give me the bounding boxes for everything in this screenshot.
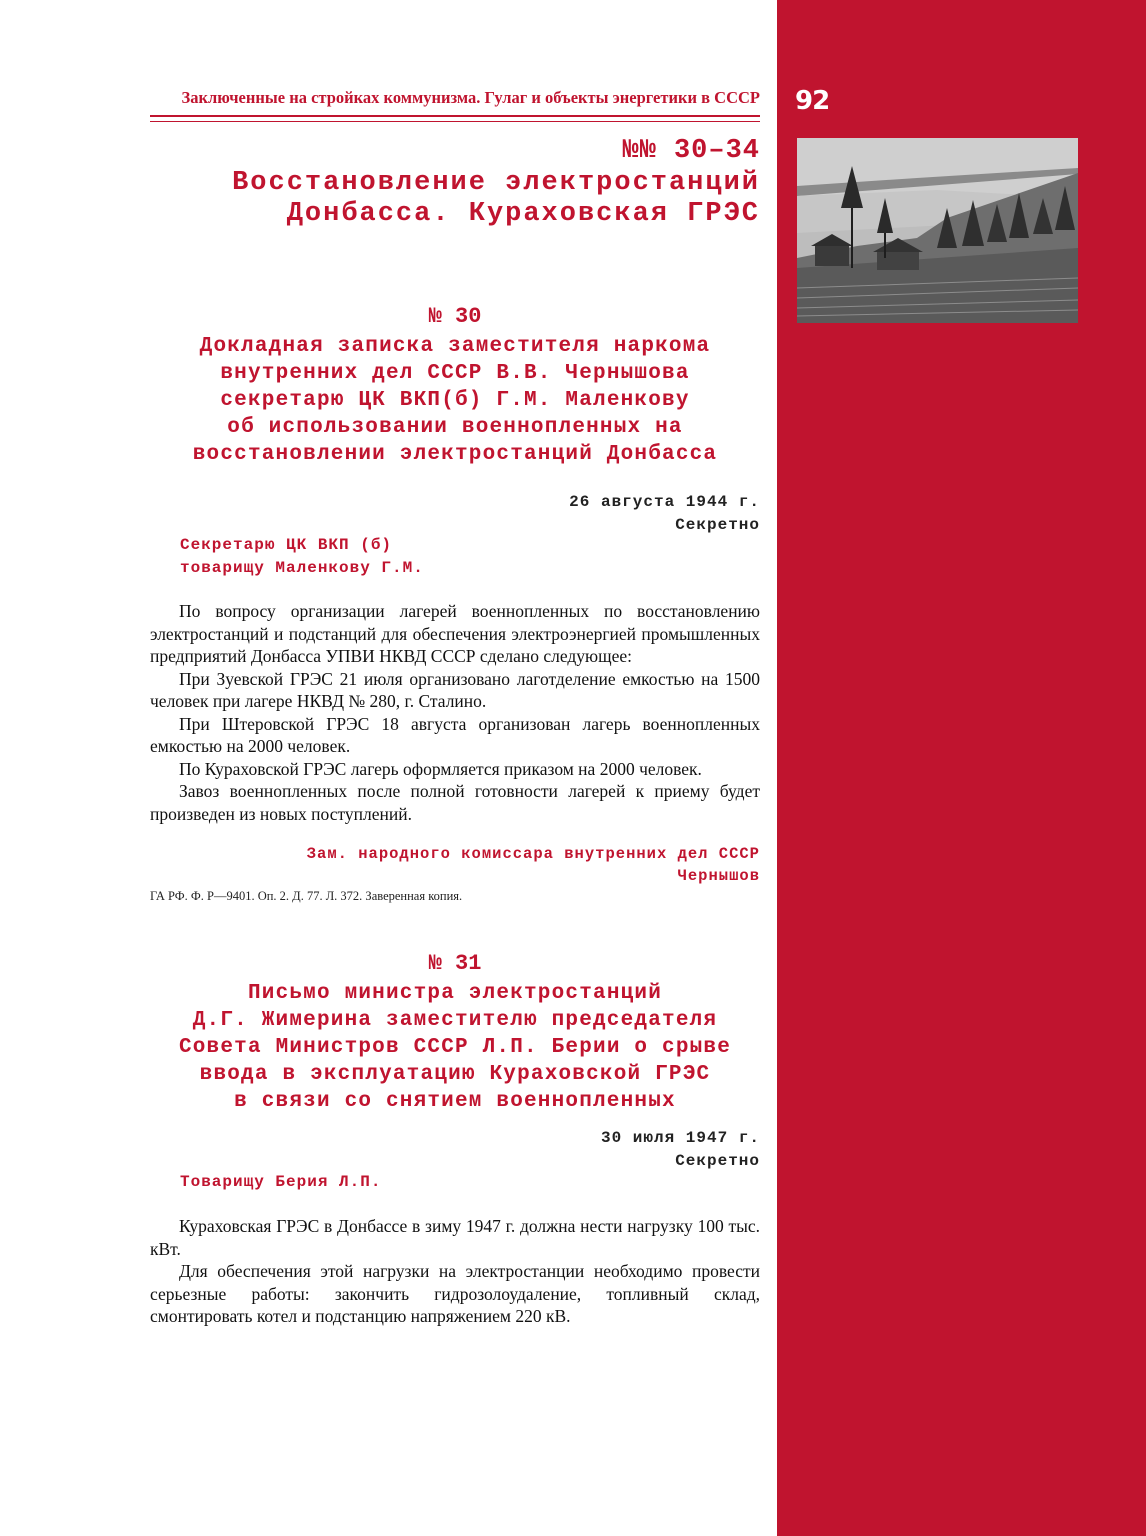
doc31-addressee: Товарищу Берия Л.П. xyxy=(180,1173,382,1191)
doc-title-line: об использовании военнопленных на xyxy=(227,416,683,439)
doc-title-line: секретарю ЦК ВКП(б) Г.М. Маленкову xyxy=(220,389,690,412)
paragraph: При Зуевской ГРЭС 21 июля организовано лаготделение емкостью на 1500 человек при лагере НКВД № 280, г. Сталино. xyxy=(150,668,760,711)
doc-title-line: Совета Министров СССР Л.П. Берии о срыве xyxy=(178,1036,732,1059)
doc-title-line: Д.Г. Жимерина заместителю председателя xyxy=(192,1009,718,1032)
doc-title-line: ввода в эксплуатацию Кураховской ГРЭС xyxy=(199,1063,711,1086)
doc30-date: 26 августа 1944 г. xyxy=(569,493,760,511)
paragraph: При Штеровской ГРЭС 18 августа организован лагерь военнопленных емкостью на 2000 человек. xyxy=(150,713,760,756)
running-head: Заключенные на стройках коммунизма. Гулаг и объекты энергетики в СССР xyxy=(181,88,760,107)
doc30-number: № 30 xyxy=(428,304,482,329)
paragraph: По Кураховской ГРЭС лагерь оформляется приказом на 2000 человек. xyxy=(179,758,702,779)
chapter-title xyxy=(150,168,760,230)
addressee-line: товарищу Маленкову Г.М. xyxy=(180,559,424,577)
page-number: 92 xyxy=(795,86,830,116)
header-rule-thin xyxy=(150,121,760,122)
doc-title-line: Докладная записка заместителя наркома xyxy=(199,335,711,358)
paragraph: Завоз военнопленных после полной готовности лагерей к приему будет произведен из новых поступлений. xyxy=(150,781,760,824)
doc31-date-block xyxy=(150,1127,760,1173)
doc30-date-block xyxy=(150,491,760,537)
doc30-classification: Секретно xyxy=(675,516,760,534)
paragraph: Кураховская ГРЭС в Донбассе в зиму 1947 г. должна нести нагрузку 100 тыс. кВт. xyxy=(150,1216,760,1259)
archival-photo xyxy=(797,138,1078,323)
doc30-body xyxy=(150,600,760,825)
doc-title-line: Письмо министра электростанций xyxy=(247,982,663,1005)
doc-title-line: восстановлении электростанций Донбасса xyxy=(192,443,718,466)
doc30-addressee xyxy=(180,534,424,580)
doc30-title xyxy=(150,333,760,468)
header-rule-thick xyxy=(150,115,760,117)
doc31-body xyxy=(150,1215,760,1328)
signature-name: Чернышов xyxy=(677,867,760,885)
paragraph: Для обеспечения этой нагрузки на электростанции необходимо провести серьезные работы: закончить гидрозолоудаление, топливный склад, смонтировать котел и подстанцию напряжением 220 кВ. xyxy=(150,1261,760,1326)
chapter-title-line: Донбасса. Кураховская ГРЭС xyxy=(286,199,760,229)
paragraph: По вопросу организации лагерей военнопленных по восстановлению электростанций и подстанций для обеспечения электроэнергией промышленных предприятий Донбасса УПВИ НКВД СССР сделано следующее: xyxy=(150,601,760,666)
doc30-signature xyxy=(150,843,760,887)
chapter-number: №№ 30–34 xyxy=(622,136,760,166)
chapter-title-line: Восстановление электростанций xyxy=(232,168,760,198)
doc31-number: № 31 xyxy=(428,951,482,976)
doc31-date: 30 июля 1947 г. xyxy=(600,1129,760,1147)
signature-title: Зам. народного комиссара внутренних дел СССР xyxy=(306,845,760,863)
doc-title-line: внутренних дел СССР В.В. Чернышова xyxy=(220,362,690,385)
doc31-title xyxy=(150,980,760,1115)
doc31-classification: Секретно xyxy=(675,1152,760,1170)
doc30-source: ГА РФ. Ф. Р—9401. Оп. 2. Д. 77. Л. 372. Заверенная копия. xyxy=(150,889,463,903)
doc-title-line: в связи со снятием военнопленных xyxy=(234,1090,676,1113)
addressee-line: Секретарю ЦК ВКП (б) xyxy=(180,536,393,554)
